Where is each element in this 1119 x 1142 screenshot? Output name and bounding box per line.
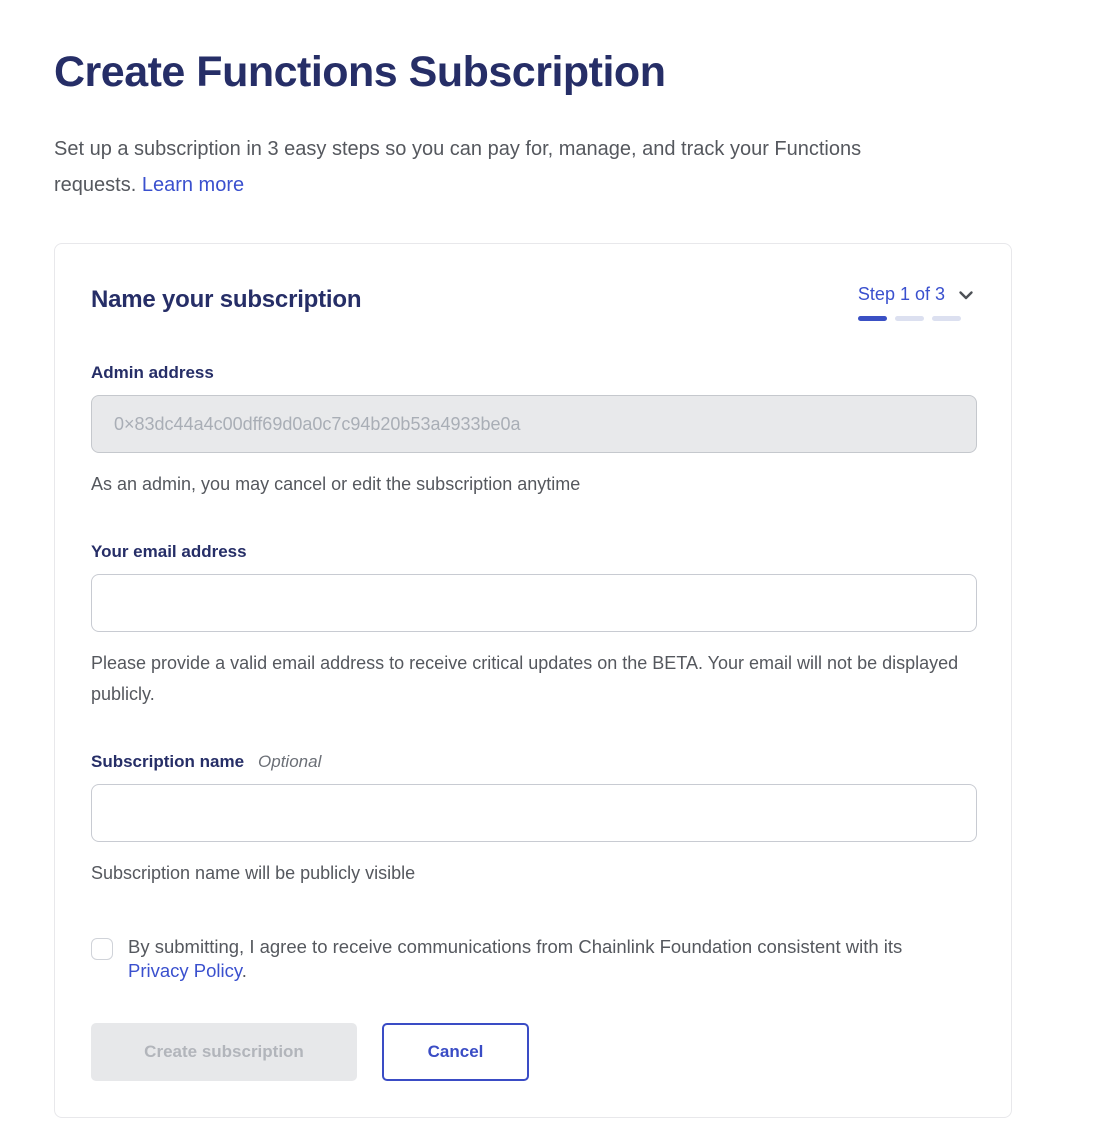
page-title: Create Functions Subscription bbox=[54, 48, 666, 96]
email-label: Your email address bbox=[91, 542, 247, 561]
admin-address-input bbox=[91, 395, 977, 453]
subscription-card bbox=[54, 243, 1012, 1118]
subscription-name-optional-label: Optional bbox=[258, 752, 322, 771]
step-indicator bbox=[858, 284, 975, 321]
email-helper: Please provide a valid email address to receive critical updates on the BETA. Your email will not be displayed publicly. bbox=[91, 653, 959, 704]
step-label: Step 1 of 3 bbox=[857, 284, 945, 304]
card-heading: Name your subscription bbox=[91, 286, 362, 313]
consent-text bbox=[128, 935, 963, 983]
card-header bbox=[91, 284, 975, 321]
subscription-name-label: Subscription name bbox=[91, 752, 245, 771]
page-subtitle bbox=[54, 131, 914, 203]
step-progress-bars bbox=[858, 316, 975, 321]
consent-text-after: . bbox=[241, 960, 247, 981]
email-group bbox=[91, 542, 975, 710]
cancel-button[interactable]: Cancel bbox=[382, 1023, 529, 1081]
actions-row bbox=[91, 1023, 975, 1081]
chevron-down-icon[interactable] bbox=[957, 286, 975, 304]
consent-checkbox[interactable] bbox=[91, 938, 113, 960]
subscription-name-helper: Subscription name will be publicly visible bbox=[91, 863, 416, 883]
admin-address-group bbox=[91, 363, 975, 500]
progress-segment-2 bbox=[895, 316, 924, 321]
create-subscription-button[interactable]: Create subscription bbox=[91, 1023, 357, 1081]
consent-row bbox=[91, 935, 971, 983]
learn-more-link[interactable]: Learn more bbox=[141, 174, 245, 196]
subscription-name-input[interactable] bbox=[91, 784, 977, 842]
subscription-name-group bbox=[91, 752, 975, 889]
email-input[interactable] bbox=[91, 574, 977, 632]
subtitle-text: Set up a subscription in 3 easy steps so you can pay for, manage, and track your Functions requests. bbox=[54, 138, 862, 196]
consent-text-before: By submitting, I agree to receive communications from Chainlink Foundation consistent with its bbox=[128, 936, 903, 957]
privacy-policy-link[interactable]: Privacy Policy bbox=[128, 960, 242, 981]
progress-segment-3 bbox=[932, 316, 961, 321]
admin-address-label: Admin address bbox=[91, 363, 214, 382]
progress-segment-1 bbox=[858, 316, 887, 321]
admin-address-helper: As an admin, you may cancel or edit the subscription anytime bbox=[91, 474, 581, 494]
